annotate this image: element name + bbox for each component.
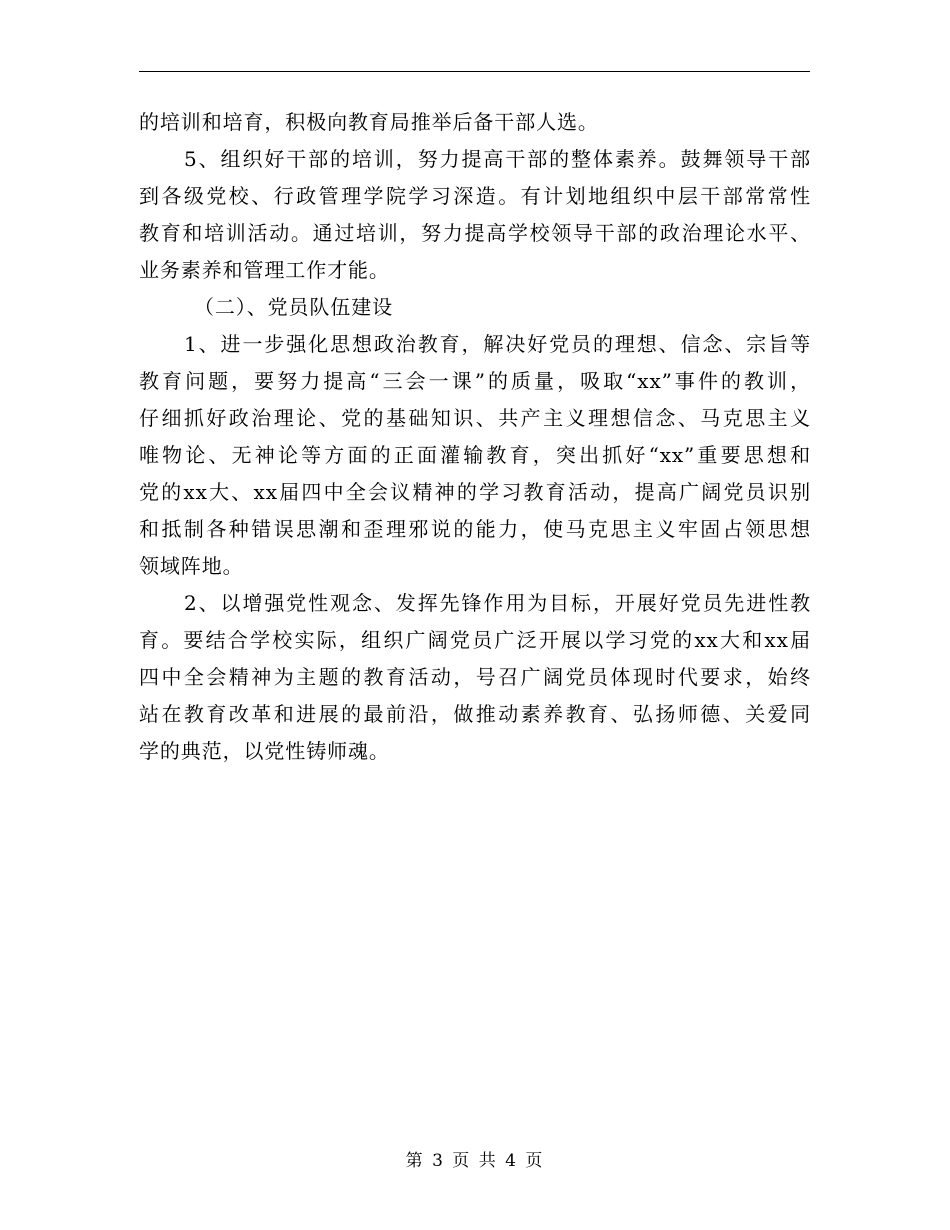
paragraph-line: 领域阵地。 <box>139 554 244 578</box>
section-heading: （二）、党员队伍建设 <box>194 295 393 319</box>
header-rule <box>139 71 810 72</box>
paragraph-line: 育。要结合学校实际，组织广阔党员广泛开展以学习党的xx大和xx届 <box>139 628 811 652</box>
paragraph-line: 学的典范，以党性铸师魂。 <box>139 739 390 763</box>
paragraph-line: 教育和培训活动。通过培训，努力提高学校领导干部的政治理论水平、 <box>139 221 811 245</box>
paragraph-line: 2、以增强党性观念、发挥先锋作用为目标，开展好党员先进性教 <box>184 591 811 615</box>
body-text <box>139 104 811 770</box>
paragraph-line: 5、组织好干部的培训，努力提高干部的整体素养。鼓舞领导干部 <box>184 147 811 171</box>
paragraph-line: 业务素养和管理工作才能。 <box>139 258 390 282</box>
paragraph-line: 1、进一步强化思想政治教育，解决好党员的理想、信念、宗旨等 <box>184 332 811 356</box>
paragraph-line: 仔细抓好政治理论、党的基础知识、共产主义理想信念、马克思主义 <box>139 406 811 430</box>
paragraph-line: 党的xx大、xx届四中全会议精神的学习教育活动，提高广阔党员识别 <box>139 480 811 504</box>
paragraph-line: 的培训和培育，积极向教育局推举后备干部人选。 <box>139 110 599 134</box>
paragraph-line: 四中全会精神为主题的教育活动，号召广阔党员体现时代要求，始终 <box>139 665 811 689</box>
paragraph-line: 到各级党校、行政管理学院学习深造。有计划地组织中层干部常常性 <box>139 184 811 208</box>
paragraph-line: 站在教育改革和进展的最前沿，做推动素养教育、弘扬师德、关爱同 <box>139 702 811 726</box>
paragraph-line: 唯物论、无神论等方面的正面灌输教育，突出抓好“xx”重要思想和 <box>139 443 811 467</box>
paragraph-line: 教育问题，要努力提高“三会一课”的质量，吸取“xx”事件的教训， <box>139 369 811 393</box>
page-number: 第 3 页 共 4 页 <box>405 1151 545 1171</box>
paragraph-line: 和抵制各种错误思潮和歪理邪说的能力，使马克思主义牢固占领思想 <box>139 517 811 541</box>
